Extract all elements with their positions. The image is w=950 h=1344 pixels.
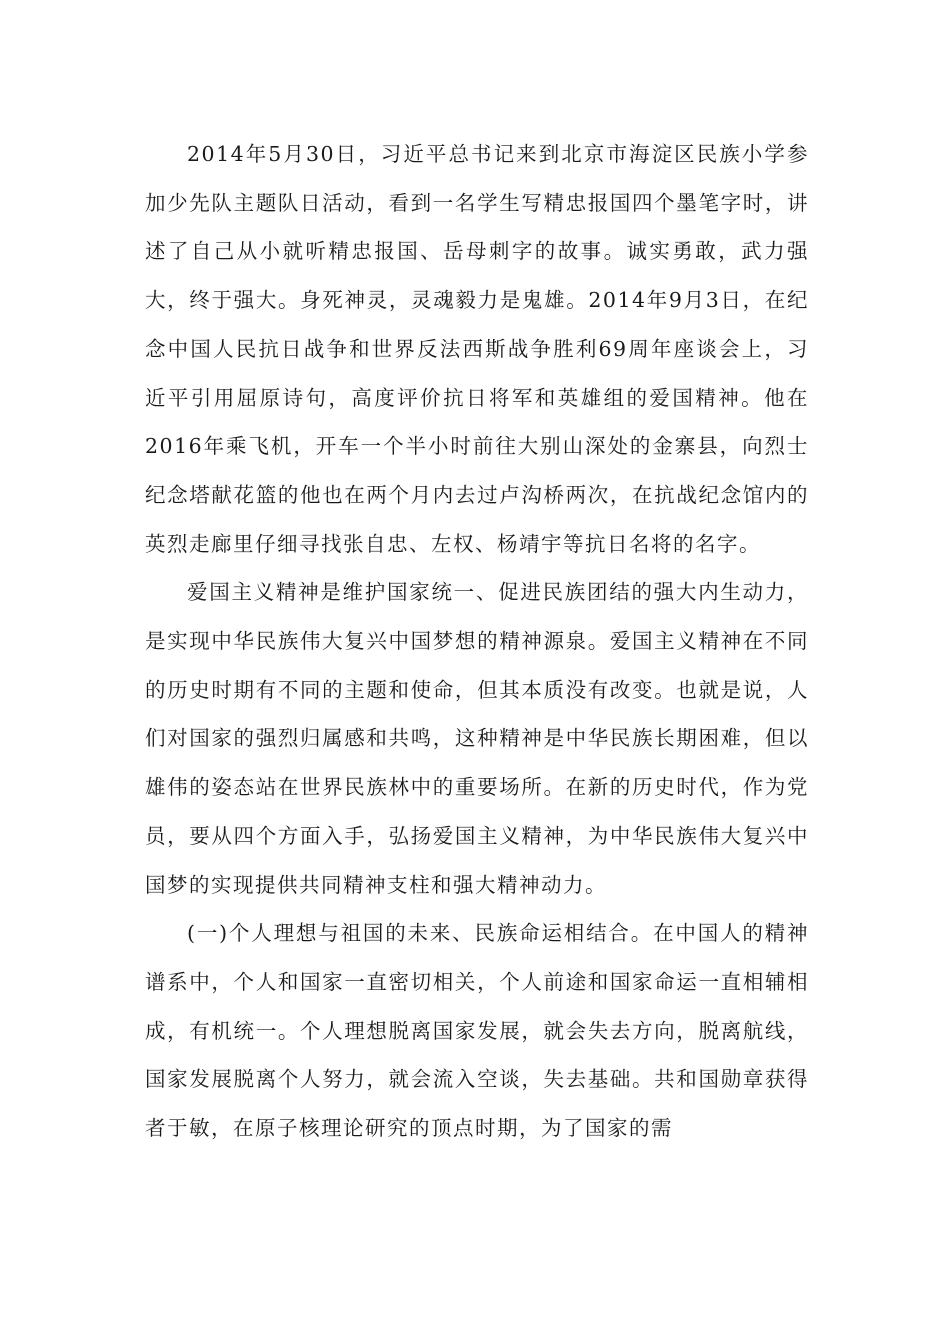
paragraph: 2014年5月30日，习近平总书记来到北京市海淀区民族小学参加少先队主题队日活动，看到一名学生写精忠报国四个墨笔字时，讲述了自己从小就听精忠报国、岳母刺字的故事。诚实勇敢，武力强大，终于强大。身死神灵，灵魂毅力是鬼雄。2014年9月3日，在纪念中国人民抗日战争和世界反法西斯战争胜利69周年座谈会上，习近平引用屈原诗句，高度评价抗日将军和英雄组的爱国精神。他在2016年乘飞机，开车一个半小时前往大别山深处的金寨县，向烈士纪念塔献花篮的他也在两个月内去过卢沟桥两次，在抗战纪念馆内的英烈走廊里仔细寻找张自忠、左权、杨靖宇等抗日名将的名字。 bbox=[145, 142, 809, 556]
paragraph: (一)个人理想与祖国的未来、民族命运相结合。在中国人的精神谱系中，个人和国家一直密切相关，个人前途和国家命运一直相辅相成，有机统一。个人理想脱离国家发展，就会失去方向，脱离航线，国家发展脱离个人努力，就会流入空谈，失去基础。共和国勋章获得者于敏，在原子核理论研究的顶点时期，为了国家的需 bbox=[145, 921, 809, 1141]
paragraph: 爱国主义精神是维护国家统一、促进民族团结的强大内生动力，是实现中华民族伟大复兴中国梦想的精神源泉。爱国主义精神在不同的历史时期有不同的主题和使命，但其本质没有改变。也就是说，人们对国家的强烈归属感和共鸣，这种精神是中华民族长期困难，但以雄伟的姿态站在世界民族林中的重要场所。在新的历史时代，作为党员，要从四个方面入手，弘扬爱国主义精神，为中华民族伟大复兴中国梦的实现提供共同精神支柱和强大精神动力。 bbox=[145, 580, 809, 897]
document-body bbox=[145, 130, 809, 1153]
